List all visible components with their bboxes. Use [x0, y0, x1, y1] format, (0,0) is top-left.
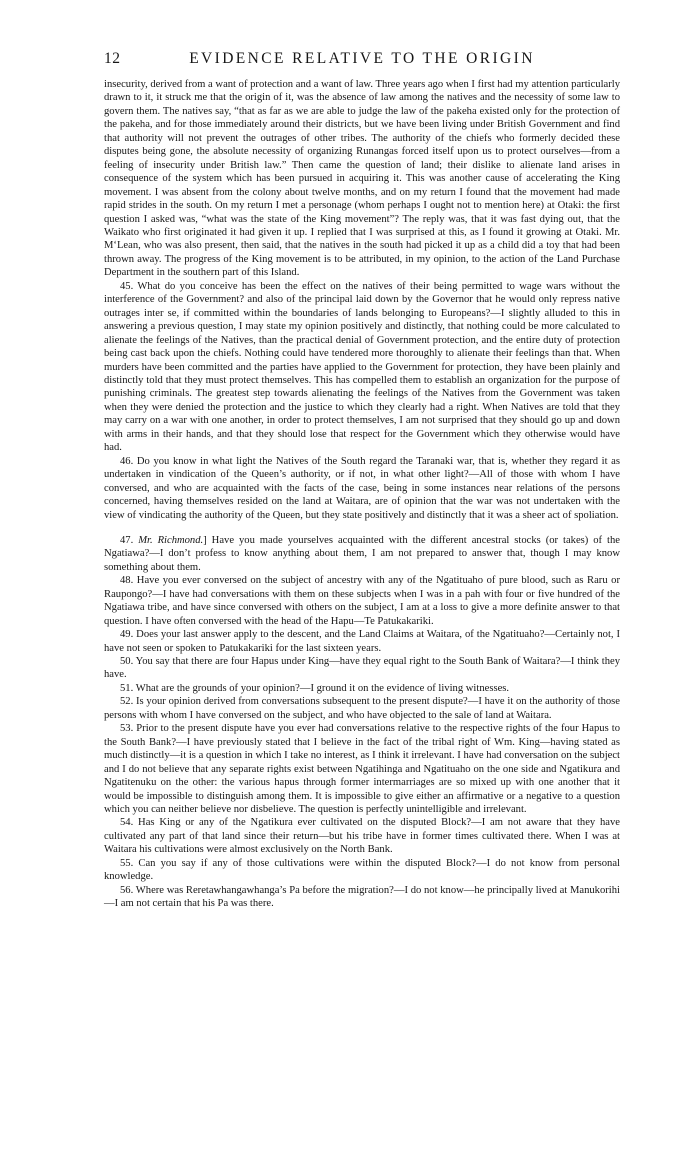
- paragraph-q47: 47. Mr. Richmond.] Have you made yourselves acquainted with the different ancestral stocks (or takes) of the Ngatiawa?—I don’t profess to know anything about them, I am not prepared to answer that, though I may know something about them.: [104, 534, 620, 573]
- paragraph-q55: 55. Can you say if any of those cultivations were within the disputed Block?—I do not know from personal knowledge.: [104, 857, 620, 883]
- paragraph-q49: 49. Does your last answer apply to the descent, and the Land Claims at Waitara, of the Ngatituaho?—Certainly not, I have not seen or spoken to Patukakariki for the last sixteen years.: [104, 629, 620, 654]
- page-number: 12: [104, 50, 121, 67]
- paragraph-q51: 51. What are the grounds of your opinion?—I ground it on the evidence of living witnesses.: [120, 682, 510, 694]
- speaker-name: Mr. Richmond.: [138, 534, 204, 546]
- running-title: EVIDENCE RELATIVE TO THE ORIGIN: [189, 50, 535, 67]
- paragraph-q56: 56. Where was Reretawhangawhanga’s Pa before the migration?—I do not know—he principally lived at Manukorihi—I am not certain that his Pa was there.: [104, 884, 620, 910]
- paragraph-q54: 54. Has King or any of the Ngatikura ever cultivated on the disputed Block?—I am not aware that they have cultivated any part of that land since their return—but his tribe have in former times cultivated there. When I was at Waitara his cultivations were almost exclusively on the North Bank.: [104, 817, 620, 856]
- page-header: [104, 50, 620, 72]
- paragraph-q52: 52. Is your opinion derived from conversations subsequent to the present dispute?—I have it on the authority of those persons with whom I have conversed on the subject, and who have objected to the sale of land at Waitara.: [104, 696, 620, 721]
- paragraph-continuation: insecurity, derived from a want of protection and a want of law. Three years ago when I first had my attention particularly drawn to it, it struck me that the origin of it, was the absence of law among the natives and the necessity of some law to govern them. The natives say, “that as far as we are able to judge the law of the pakeha existed only for the protection of the pakeha, and for those immediately around their districts, but we have been living under British Government and find that authority will not prevent the outrages of other tribes. The authority of the chiefs who formerly decided these disputes being gone, the absolute necessity of organizing Runangas forced itself upon us to protect ourselves—from a feeling of insecurity under British law.” Then came the question of land; their dislike to alienate land arises in consequence of the system which has been pursued in acquiring it. This was another cause of accelerating the King movement. I was absent from the colony about twelve months, and on my return I found that the movement had made rapid strides in the south. On my return I met a personage (whom perhaps I ought not to mention here) at Otaki: the first question I asked was, “what was the state of the King movement”? The reply was, that it was fast dying out, that the Waikato who first originated it had given it up. I replied that I was surprised at this, as I found it growing at Otaki. Mr. M‘Lean, who was also present, then said, that the natives in the south had picked it up as a child did a toy that had been thrown away. The progress of the King movement is to be attributed, in my opinion, to the action of the Land Purchase Department in the southern part of this Island.: [104, 79, 620, 279]
- paragraph-q46: 46. Do you know in what light the Natives of the South regard the Taranaki war, that is, whether they regard it as undertaken in vindication of the Queen’s authority, or if not, in what other light?—All of those with whom I have conversed, and who are acquainted with the facts of the case, being in some instances near relations of the persons concerned, having themselves resided on the land at Waitara, are of opinion that the war was not undertaken with the view of vindicating the authority of the Queen, but they state positively and distinctly that it was a sheer act of spoliation.: [104, 455, 620, 521]
- question-text: Have you made yourselves acquainted with the different ancestral stocks (or takes) of the Ngatiawa?—I don’t profess to know anything about them, I am not prepared to answer that, though I may know something about them.: [104, 534, 620, 573]
- paragraph-q50: 50. You say that there are four Hapus under King—have they equal right to the South Bank of Waitara?—I think they have.: [104, 656, 620, 681]
- paragraph-q48: 48. Have you ever conversed on the subject of ancestry with any of the Ngatituaho of pure blood, such as Raru or Raupongo?—I have had conversations with them on these subjects when I was in a pah with four or five hundred of the Ngatiawa tribe, and have since conversed with others on the subject, I am at a loss to give a more definite answer to that question. I have often conversed with the head of the Hapu—Te Patukakariki.: [104, 575, 620, 627]
- question-number: 47.: [120, 534, 134, 546]
- body-text: [104, 78, 620, 911]
- paragraph-q53: 53. Prior to the present dispute have you ever had conversations relative to the respective rights of the four Hapus to the South Bank?—I have previously stated that I believe in the fact of the tribal right of Wm. King—having stated as much distinctly—it is a question in which I take no interest, as I think it irrelevant. I have had conversation on the subject and I do not believe that any separate rights exist between Ngatihinga and Ngatituaho on the one side and Ngatikura and Ngatitenuku on the other: the various hapus through former intermarriages are so mixed up with one another that it would be impossible to distinguish among them. It is impossible to give either an affirmative or a negative to a question which you can neither believe nor disbelieve. The question is perfectly unintelligible and irrelevant.: [104, 723, 620, 816]
- paragraph-q45: 45. What do you conceive has been the effect on the natives of their being permitted to wage wars without the interference of the Government? and also of the principal laid down by the Governor that he would only repress native outrages inter se, if committed within the boundaries of lands belonging to Europeans?—I slightly alluded to this in answering a previous question, I may state my opinion positively and distinctly, that nothing could be more calculated to alienate the feelings of the Natives, than the practical denial of Government protection, and the entire duty of protection being cast back upon the chiefs. Nothing could have tendered more thoroughly to alienate their feelings than that. When murders have been committed and the parties have applied to the Government for protection, they have been plainly and distinctly told that they must protect themselves. This has compelled them to establish an organization for the purpose of punishing criminals. The greatest step towards alienating the feelings of the Natives from the Government was taken when they were denied the protection and the justice to which they clearly had a right. When Natives are told that they may carry on a war with one another, in order to protect themselves, I am not surprised that they should go up and down with arms in their hands, and that they should lose that respect for the Government which they otherwise would have had.: [104, 280, 620, 454]
